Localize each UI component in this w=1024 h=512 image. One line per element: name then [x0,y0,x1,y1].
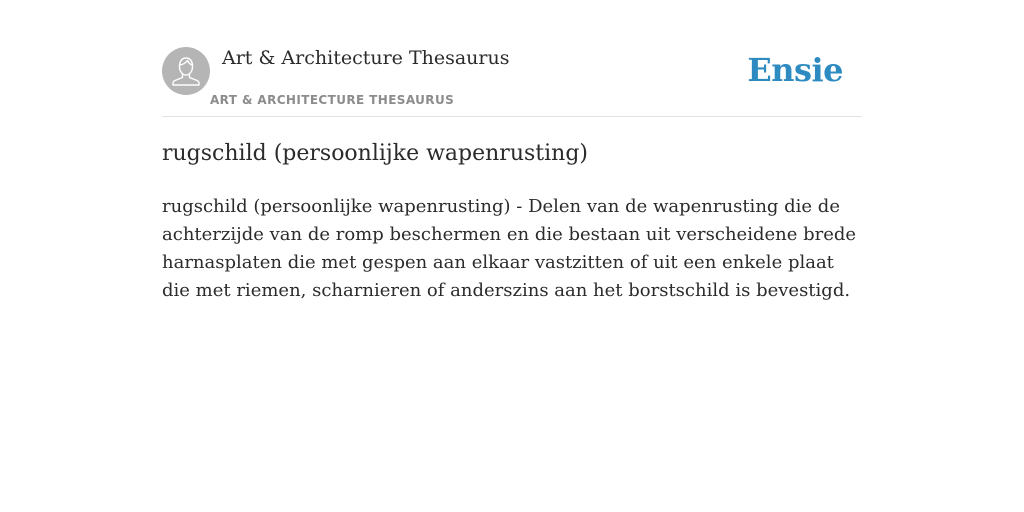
author-subtitle[interactable]: ART & ARCHITECTURE THESAURUS [210,93,455,107]
user-avatar-icon [162,47,210,95]
author-avatar[interactable] [162,47,210,95]
header [162,47,862,117]
definition-text: rugschild (persoonlijke wapenrusting) - Delen van de wapenrusting die de achterzijde van de romp beschermen en die bestaan uit verscheidene brede harnasplaten die met gespen aan elkaar vastzitten of uit een enkele plaat die met riemen, scharnieren of anderszins aan het borstschild is bevestigd. [162,196,857,301]
page-title: rugschild (persoonlijke wapenrusting) [162,141,588,166]
author-name[interactable]: Art & Architecture Thesaurus [222,47,510,69]
ensie-logo-link[interactable]: Ensie [747,51,843,89]
